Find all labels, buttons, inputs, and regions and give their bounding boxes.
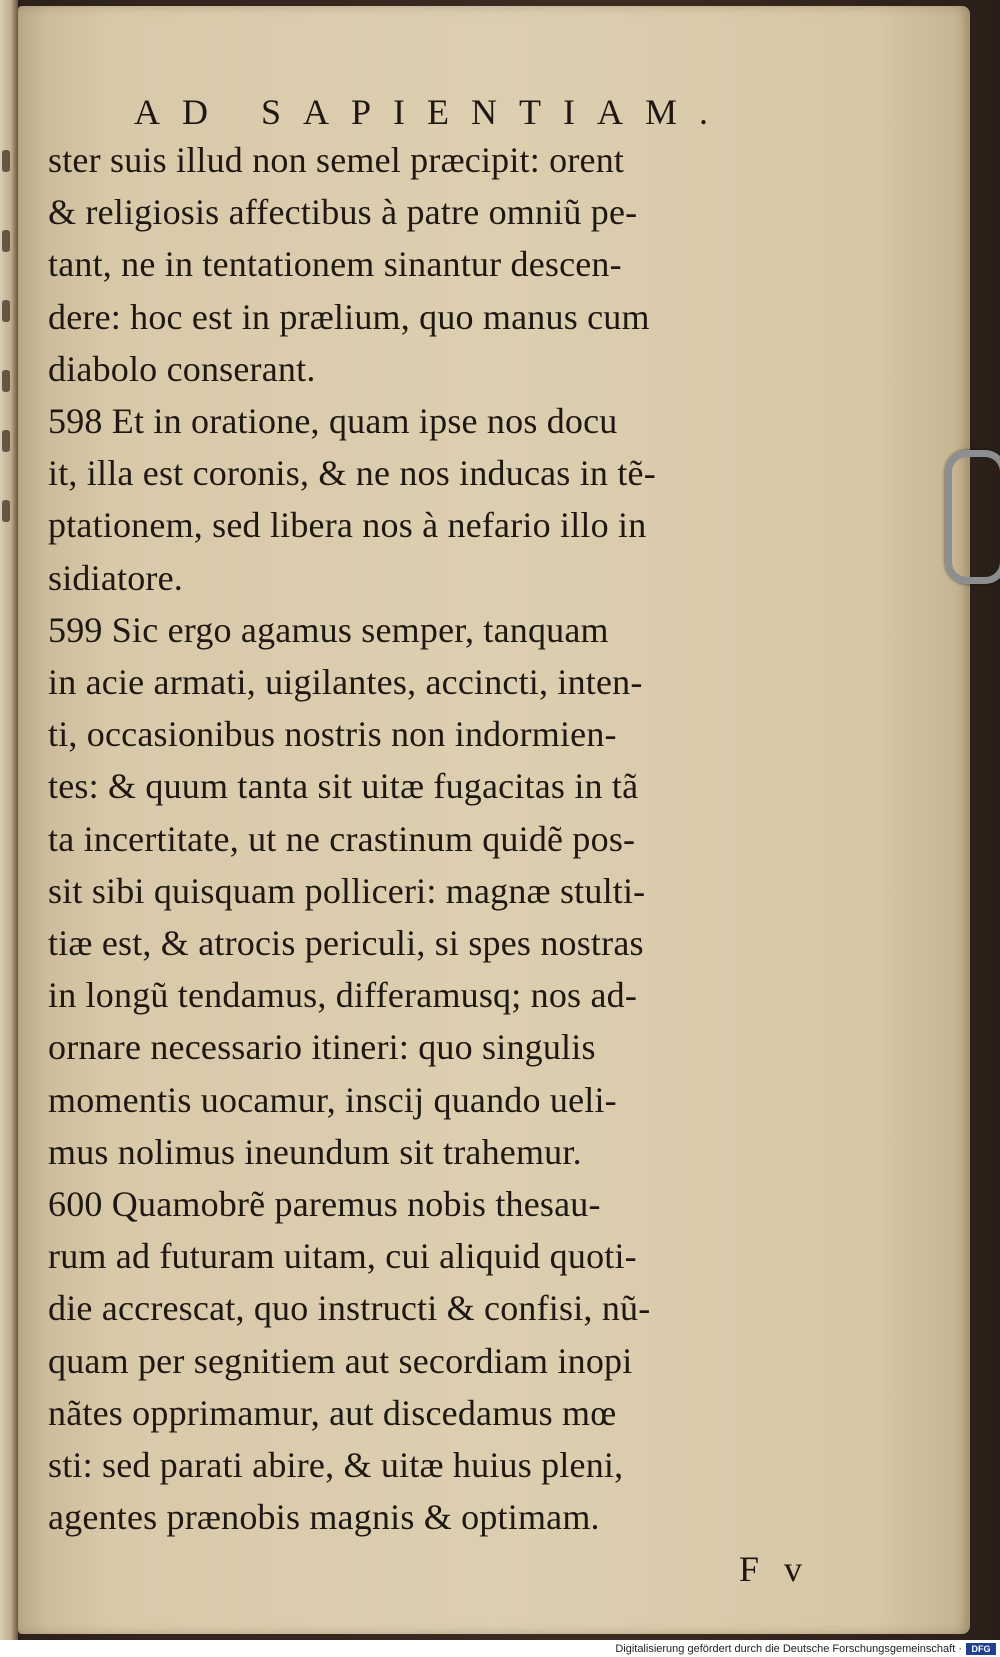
text-line: 599 Sic ergo agamus semper, tanquam — [48, 609, 609, 650]
edge-mark — [2, 500, 10, 522]
text-line: & religiosis affectibus à patre omniũ pe- — [48, 192, 638, 233]
text-line: dere: hoc est in prælium, quo manus cum — [48, 296, 650, 337]
text-line: tant, ne in tentationem sinantur descen- — [48, 244, 622, 285]
signature-mark: F v — [738, 1549, 810, 1590]
text-line: ti, occasionibus nostris non indormien- — [48, 714, 617, 755]
text-line: tes: & quum tanta sit uitæ fugacitas in tã — [48, 766, 639, 807]
page-clip — [945, 450, 1000, 584]
text-line: ta incertitate, ut ne crastinum quidẽ pos- — [48, 818, 636, 859]
page-text — [48, 90, 828, 1595]
text-line: mus nolimus ineundum sit trahemur. — [48, 1131, 582, 1172]
text-line: quam per segnitiem aut secordiam inopi — [48, 1340, 633, 1381]
text-line: in acie armati, uigilantes, accincti, inten- — [48, 662, 643, 703]
text-line: it, illa est coronis, & ne nos inducas in tẽ- — [48, 453, 656, 494]
text-line: agentes prænobis magnis & optimam. — [48, 1497, 600, 1538]
text-line: ster suis illud non semel præcipit: orent — [48, 140, 625, 180]
edge-mark — [2, 300, 10, 322]
edge-mark — [2, 370, 10, 392]
text-line: ptationem, sed libera nos à nefario illo in — [48, 505, 647, 546]
text-line: diabolo conserant. — [48, 348, 316, 389]
text-line: in longũ tendamus, differamusq; nos ad- — [48, 975, 638, 1016]
text-line: die accrescat, quo instructi & confisi, nũ- — [48, 1288, 651, 1329]
book-page — [18, 6, 970, 1634]
text-line: rum ad futuram uitam, cui aliquid quoti- — [48, 1236, 637, 1277]
dfg-logo: DFG — [966, 1643, 996, 1655]
funding-notice: Digitalisierung gefördert durch die Deutsche Forschungsgemeinschaft · — [615, 1643, 962, 1655]
text-line: tiæ est, & atrocis periculi, si spes nostras — [48, 923, 644, 964]
edge-mark — [2, 230, 10, 252]
text-line: 600 Quamobrẽ paremus nobis thesau- — [48, 1184, 601, 1225]
text-line: sit sibi quisquam polliceri: magnæ stulti- — [48, 870, 646, 911]
text-line: momentis uocamur, inscij quando ueli- — [48, 1079, 617, 1120]
text-line: 598 Et in oratione, quam ipse nos docu — [48, 401, 618, 442]
text-line: sti: sed parati abire, & uitæ huius pleni, — [48, 1445, 624, 1486]
facing-page-edge — [0, 0, 18, 1640]
text-line: sidiatore. — [48, 557, 183, 598]
edge-mark — [2, 430, 10, 452]
text-line: nãtes opprimamur, aut discedamus mœ — [48, 1392, 617, 1433]
edge-mark — [2, 150, 10, 172]
text-line: ornare necessario itineri: quo singulis — [48, 1027, 596, 1068]
running-header: AD SAPIENTIAM. — [134, 92, 730, 132]
footer-bar — [0, 1640, 1000, 1657]
